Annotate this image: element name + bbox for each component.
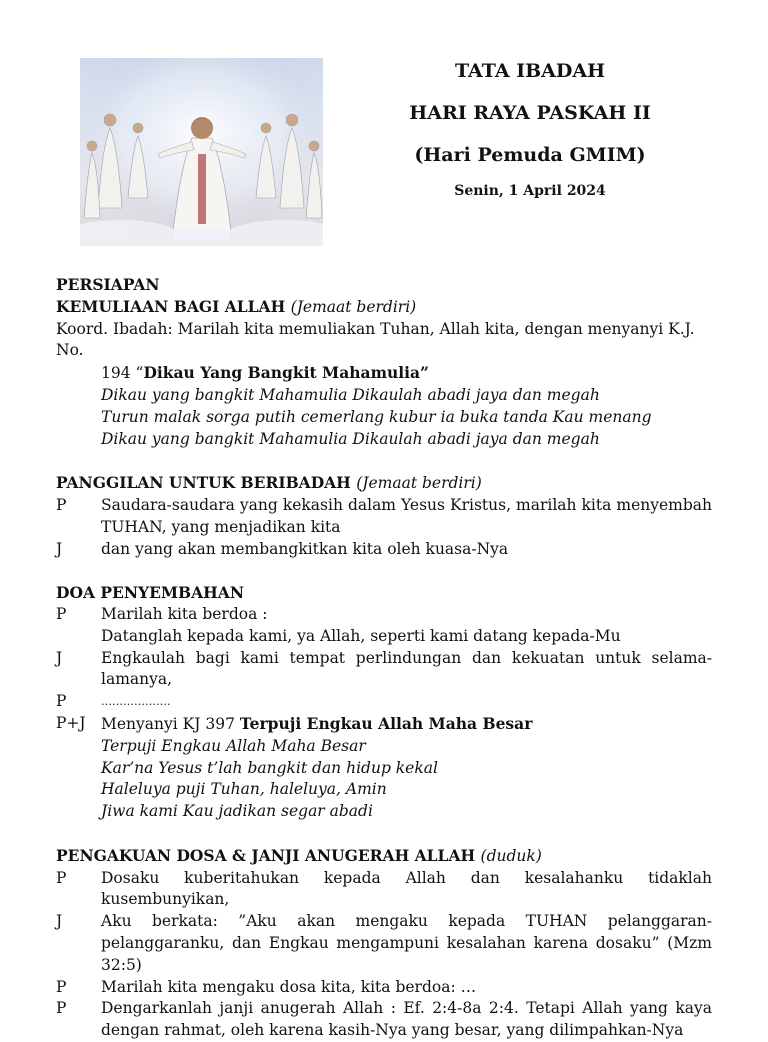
liturgy-row xyxy=(56,868,712,912)
speaker-label: J xyxy=(56,648,63,667)
lyric-line: Turun malak sorga putih cemerlang kubur ia buka tanda Kau menang xyxy=(101,407,652,426)
service-date: Senin, 1 April 2024 xyxy=(454,183,606,199)
speaker-label: P xyxy=(56,977,67,996)
speaker-label: J xyxy=(56,539,63,558)
liturgy-row xyxy=(56,539,712,561)
section-title: KEMULIAAN BAGI ALLAH xyxy=(56,296,286,316)
liturgy-text: dan yang akan membangkitkan kita oleh kuasa-Nya xyxy=(101,539,509,558)
liturgy-text: Engkaulah bagi kami tempat perlindungan dan kekuatan untuk selama-lamanya, xyxy=(101,648,712,689)
section-note: (duduk) xyxy=(480,846,542,865)
lyric-line: Dikau yang bangkit Mahamulia Dikaulah abadi jaya dan megah xyxy=(101,429,600,448)
liturgy-body xyxy=(56,274,712,1042)
section-title: PENGAKUAN DOSA & JANJI ANUGERAH ALLAH xyxy=(56,845,476,865)
section-note: (Jemaat berdiri) xyxy=(356,474,482,493)
liturgy-row xyxy=(56,495,712,539)
speaker-label: P xyxy=(56,999,67,1018)
section-kemuliaan-title xyxy=(56,296,712,319)
hymn-title: Dikau Yang Bangkit Mahamulia” xyxy=(143,363,429,383)
liturgy-row xyxy=(56,911,712,976)
liturgy-text: Marilah kita berdoa : xyxy=(101,604,268,623)
lyric-line: Dikau yang bangkit Mahamulia Dikaulah abadi jaya dan megah xyxy=(101,385,600,404)
speaker-label: P xyxy=(56,692,67,711)
liturgy-row xyxy=(56,713,712,736)
liturgy-text: ………………. xyxy=(101,695,171,709)
coordinator-line: Koord. Ibadah: Marilah kita memuliakan Tuhan, Allah kita, dengan menyanyi K.J. No. xyxy=(56,319,695,360)
title-hari-raya: HARI RAYA PASKAH II xyxy=(409,102,651,124)
section-persiapan: PERSIAPAN xyxy=(56,275,160,294)
liturgy-row xyxy=(56,691,712,713)
lyric-line: Haleluya puji Tuhan, haleluya, Amin xyxy=(101,780,387,799)
hymn-number: 194 “ xyxy=(101,364,144,383)
section-note: (Jemaat berdiri) xyxy=(290,297,417,316)
liturgy-text: Marilah kita mengaku dosa kita, kita berdoa: … xyxy=(101,977,477,996)
resurrection-picture xyxy=(80,58,323,246)
lyric-line: Terpuji Engkau Allah Maha Besar xyxy=(101,736,366,755)
speaker-label: P xyxy=(56,604,67,623)
section-pengakuan-title xyxy=(56,845,712,868)
speaker-label: P xyxy=(56,495,67,514)
liturgy-text: Dengarkanlah janji anugerah Allah : Ef. 2:4-8a 2:4. Tetapi Allah yang kaya dengan rahmat, oleh karena kasih-Nya yang besar, yang dilimpahkan-Nya xyxy=(101,999,712,1040)
liturgy-row xyxy=(56,604,712,626)
section-panggilan-title xyxy=(56,472,712,495)
hymn-title: Terpuji Engkau Allah Maha Besar xyxy=(239,713,533,733)
liturgy-text: Dosaku kuberitahukan kepada Allah dan kesalahanku tidaklah kusembunyikan, xyxy=(101,868,712,909)
speaker-label: J xyxy=(56,912,63,931)
liturgy-text: Saudara-saudara yang kekasih dalam Yesus Kristus, marilah kita menyembah TUHAN, yang menjadikan kita xyxy=(101,495,712,536)
liturgy-row xyxy=(56,998,712,1042)
hymn-reference xyxy=(56,362,712,385)
lyric-line: Jiwa kami Kau jadikan segar abadi xyxy=(101,802,373,821)
liturgy-text: Menyanyi KJ 397 Terpuji Engkau Allah Maha Besar xyxy=(101,713,533,733)
liturgy-row xyxy=(56,977,712,999)
liturgy-continuation: Datanglah kepada kami, ya Allah, seperti kami datang kepada-Mu xyxy=(101,626,621,645)
section-doa-title: DOA PENYEMBAHAN xyxy=(56,583,245,603)
liturgy-row xyxy=(56,648,712,692)
speaker-label: P xyxy=(56,868,67,887)
title-hari-pemuda: (Hari Pemuda GMIM) xyxy=(414,144,646,166)
lyric-line: Kar’na Yesus t’lah bangkit dan hidup kekal xyxy=(101,758,438,777)
section-title: PANGGILAN UNTUK BERIBADAH xyxy=(56,473,351,493)
speaker-label: P+J xyxy=(56,713,86,732)
title-tata-ibadah: TATA IBADAH xyxy=(454,60,606,82)
liturgy-text: Aku berkata: ”Aku akan mengaku kepada TUHAN pelanggaran-pelanggaranku, dan Engkau mengampuni kesalahan karena dosaku” (Mzm 32:5) xyxy=(101,912,712,974)
